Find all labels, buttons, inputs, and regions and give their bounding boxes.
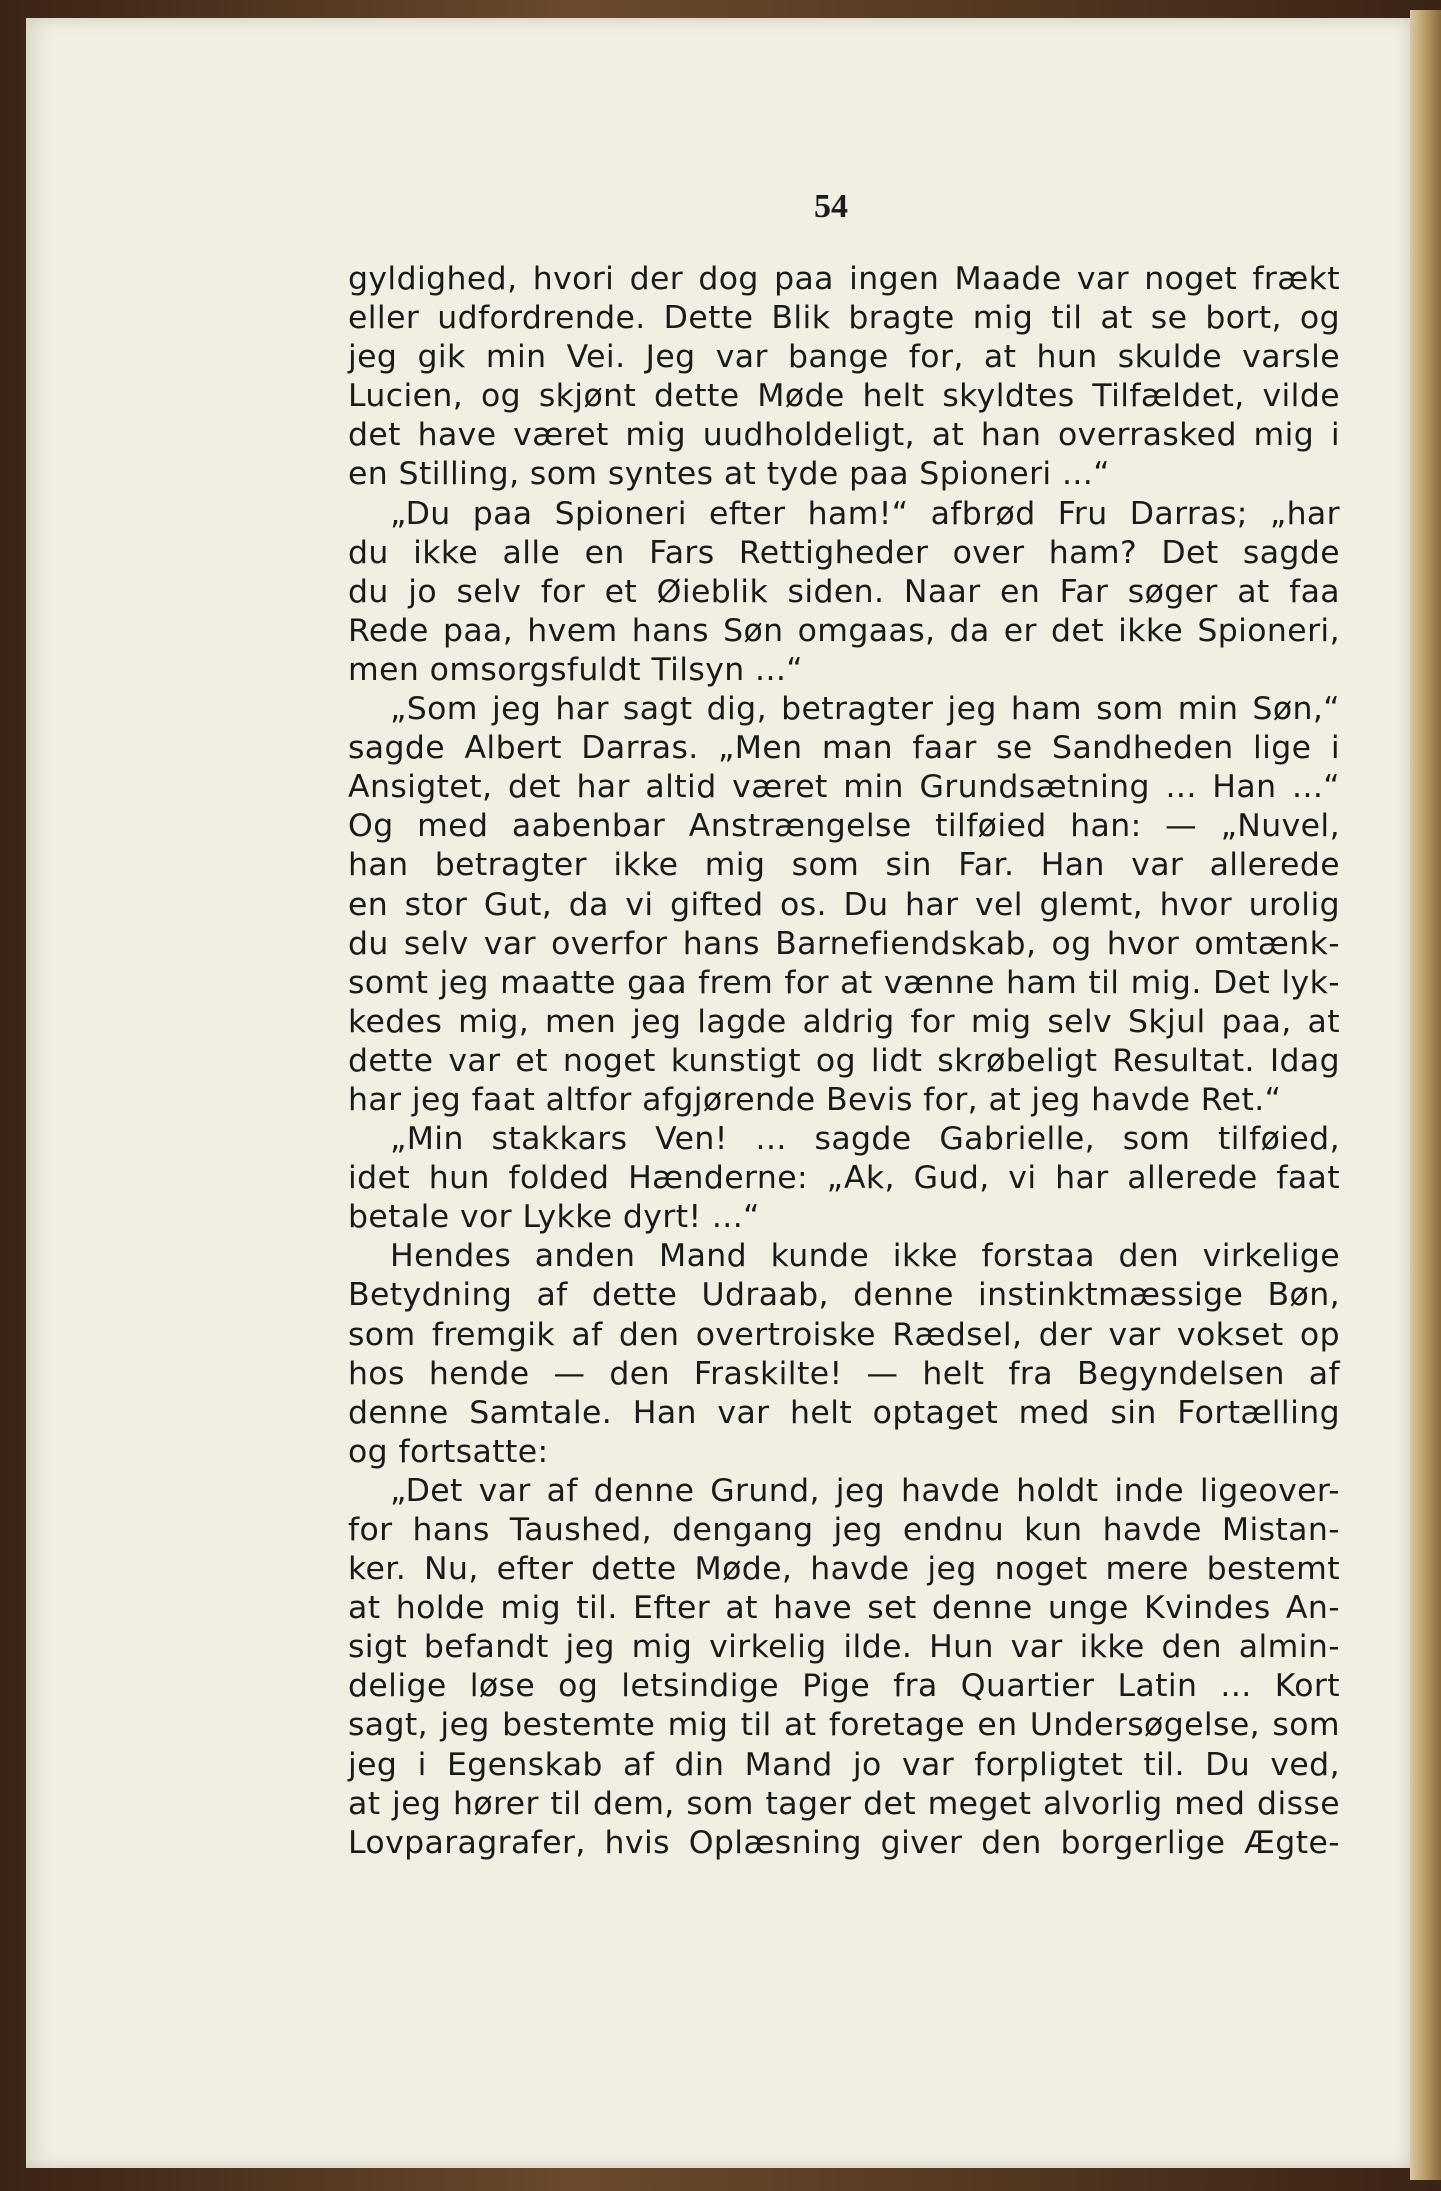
text-line: at holde mig til. Efter at have set denne unge Kvindes An- — [348, 1590, 1340, 1627]
text-line: hos hende — den Fraskilte! — helt fra Begyndelsen af — [348, 1355, 1340, 1392]
text-line: „Min stakkars Ven! ... sagde Gabrielle, som tilføied, — [390, 1121, 1340, 1158]
text-line: eller udfordrende. Dette Blik bragte mig til at se bort, og — [348, 300, 1340, 337]
text-line: men omsorgsfuldt Tilsyn ...“ — [348, 651, 804, 688]
page-edges — [1410, 10, 1441, 2180]
text-line: Hendes anden Mand kunde ikke forstaa den virkelige — [390, 1238, 1340, 1275]
text-line: sagt, jeg bestemte mig til at foretage en Undersøgelse, som — [348, 1707, 1340, 1744]
text-line: „Det var af denne Grund, jeg havde holdt inde ligeover- — [390, 1472, 1340, 1509]
text-line: gyldighed, hvori der dog paa ingen Maade var noget frækt — [348, 261, 1340, 297]
text-line: du selv var overfor hans Barnefiendskab, og hvor omtænk- — [348, 925, 1340, 962]
text-line: „Som jeg har sagt dig, betragter jeg ham som min Søn,“ — [390, 691, 1340, 728]
body-text — [348, 260, 1340, 1863]
text-line: Lucien, og skjønt dette Møde helt skyldtes Tilfældet, vilde — [348, 378, 1340, 415]
text-line: Betydning af dette Udraab, denne instinktmæssige Bøn, — [348, 1277, 1340, 1314]
text-line: han betragter ikke mig som sin Far. Han var allerede — [348, 847, 1340, 884]
text-line: dette var et noget kunstigt og lidt skrøbeligt Resultat. Idag — [348, 1042, 1340, 1079]
page-number: 54 — [814, 188, 848, 225]
text-line: „Du paa Spioneri efter ham!“ afbrød Fru Darras; „har — [390, 495, 1340, 532]
text-line: en Stilling, som syntes at tyde paa Spioneri ...“ — [348, 456, 1110, 493]
text-line: Lovparagrafer, hvis Oplæsning giver den borgerlige Ægte- — [348, 1824, 1340, 1861]
text-line: idet hun folded Hænderne: „Ak, Gud, vi har allerede faat — [348, 1160, 1340, 1197]
text-line: sagde Albert Darras. „Men man faar se Sandheden lige i — [348, 730, 1340, 767]
text-line: Og med aabenbar Anstrængelse tilføied han: — „Nuvel, — [348, 808, 1340, 845]
text-line: kedes mig, men jeg lagde aldrig for mig selv Skjul paa, at — [348, 1003, 1340, 1040]
text-line: som fremgik af den overtroiske Rædsel, der var vokset op — [348, 1316, 1340, 1353]
text-line: Ansigtet, det har altid været min Grundsætning ... Han ...“ — [348, 769, 1340, 806]
text-line: sigt befandt jeg mig virkelig ilde. Hun var ikke den almin- — [348, 1629, 1340, 1666]
text-line: ker. Nu, efter dette Møde, havde jeg noget mere bestemt — [348, 1551, 1340, 1588]
text-line: betale vor Lykke dyrt! ...“ — [348, 1199, 760, 1236]
text-line: det have været mig uudholdeligt, at han overrasked mig i — [348, 417, 1340, 454]
text-line: har jeg faat altfor afgjørende Bevis for, at jeg havde Ret.“ — [348, 1081, 1282, 1118]
text-line: Rede paa, hvem hans Søn omgaas, da er det ikke Spioneri, — [348, 612, 1340, 649]
text-line: somt jeg maatte gaa frem for at vænne ham til mig. Det lyk- — [348, 964, 1340, 1001]
text-line: du jo selv for et Øieblik siden. Naar en Far søger at faa — [348, 573, 1340, 610]
text-line: jeg i Egenskab af din Mand jo var forpligtet til. Du ved, — [348, 1746, 1340, 1783]
book-page — [26, 18, 1410, 2168]
text-line: denne Samtale. Han var helt optaget med sin Fortælling — [348, 1394, 1340, 1431]
text-line: en stor Gut, da vi gifted os. Du har vel glemt, hvor urolig — [348, 886, 1340, 923]
text-line: for hans Taushed, dengang jeg endnu kun havde Mistan- — [348, 1512, 1340, 1548]
text-line: du ikke alle en Fars Rettigheder over ham? Det sagde — [348, 534, 1340, 571]
text-line: delige løse og letsindige Pige fra Quartier Latin ... Kort — [348, 1668, 1340, 1705]
text-line: jeg gik min Vei. Jeg var bange for, at hun skulde varsle — [348, 339, 1340, 376]
text-line: og fortsatte: — [348, 1433, 549, 1470]
text-line: at jeg hører til dem, som tager det meget alvorlig med disse — [348, 1785, 1340, 1822]
